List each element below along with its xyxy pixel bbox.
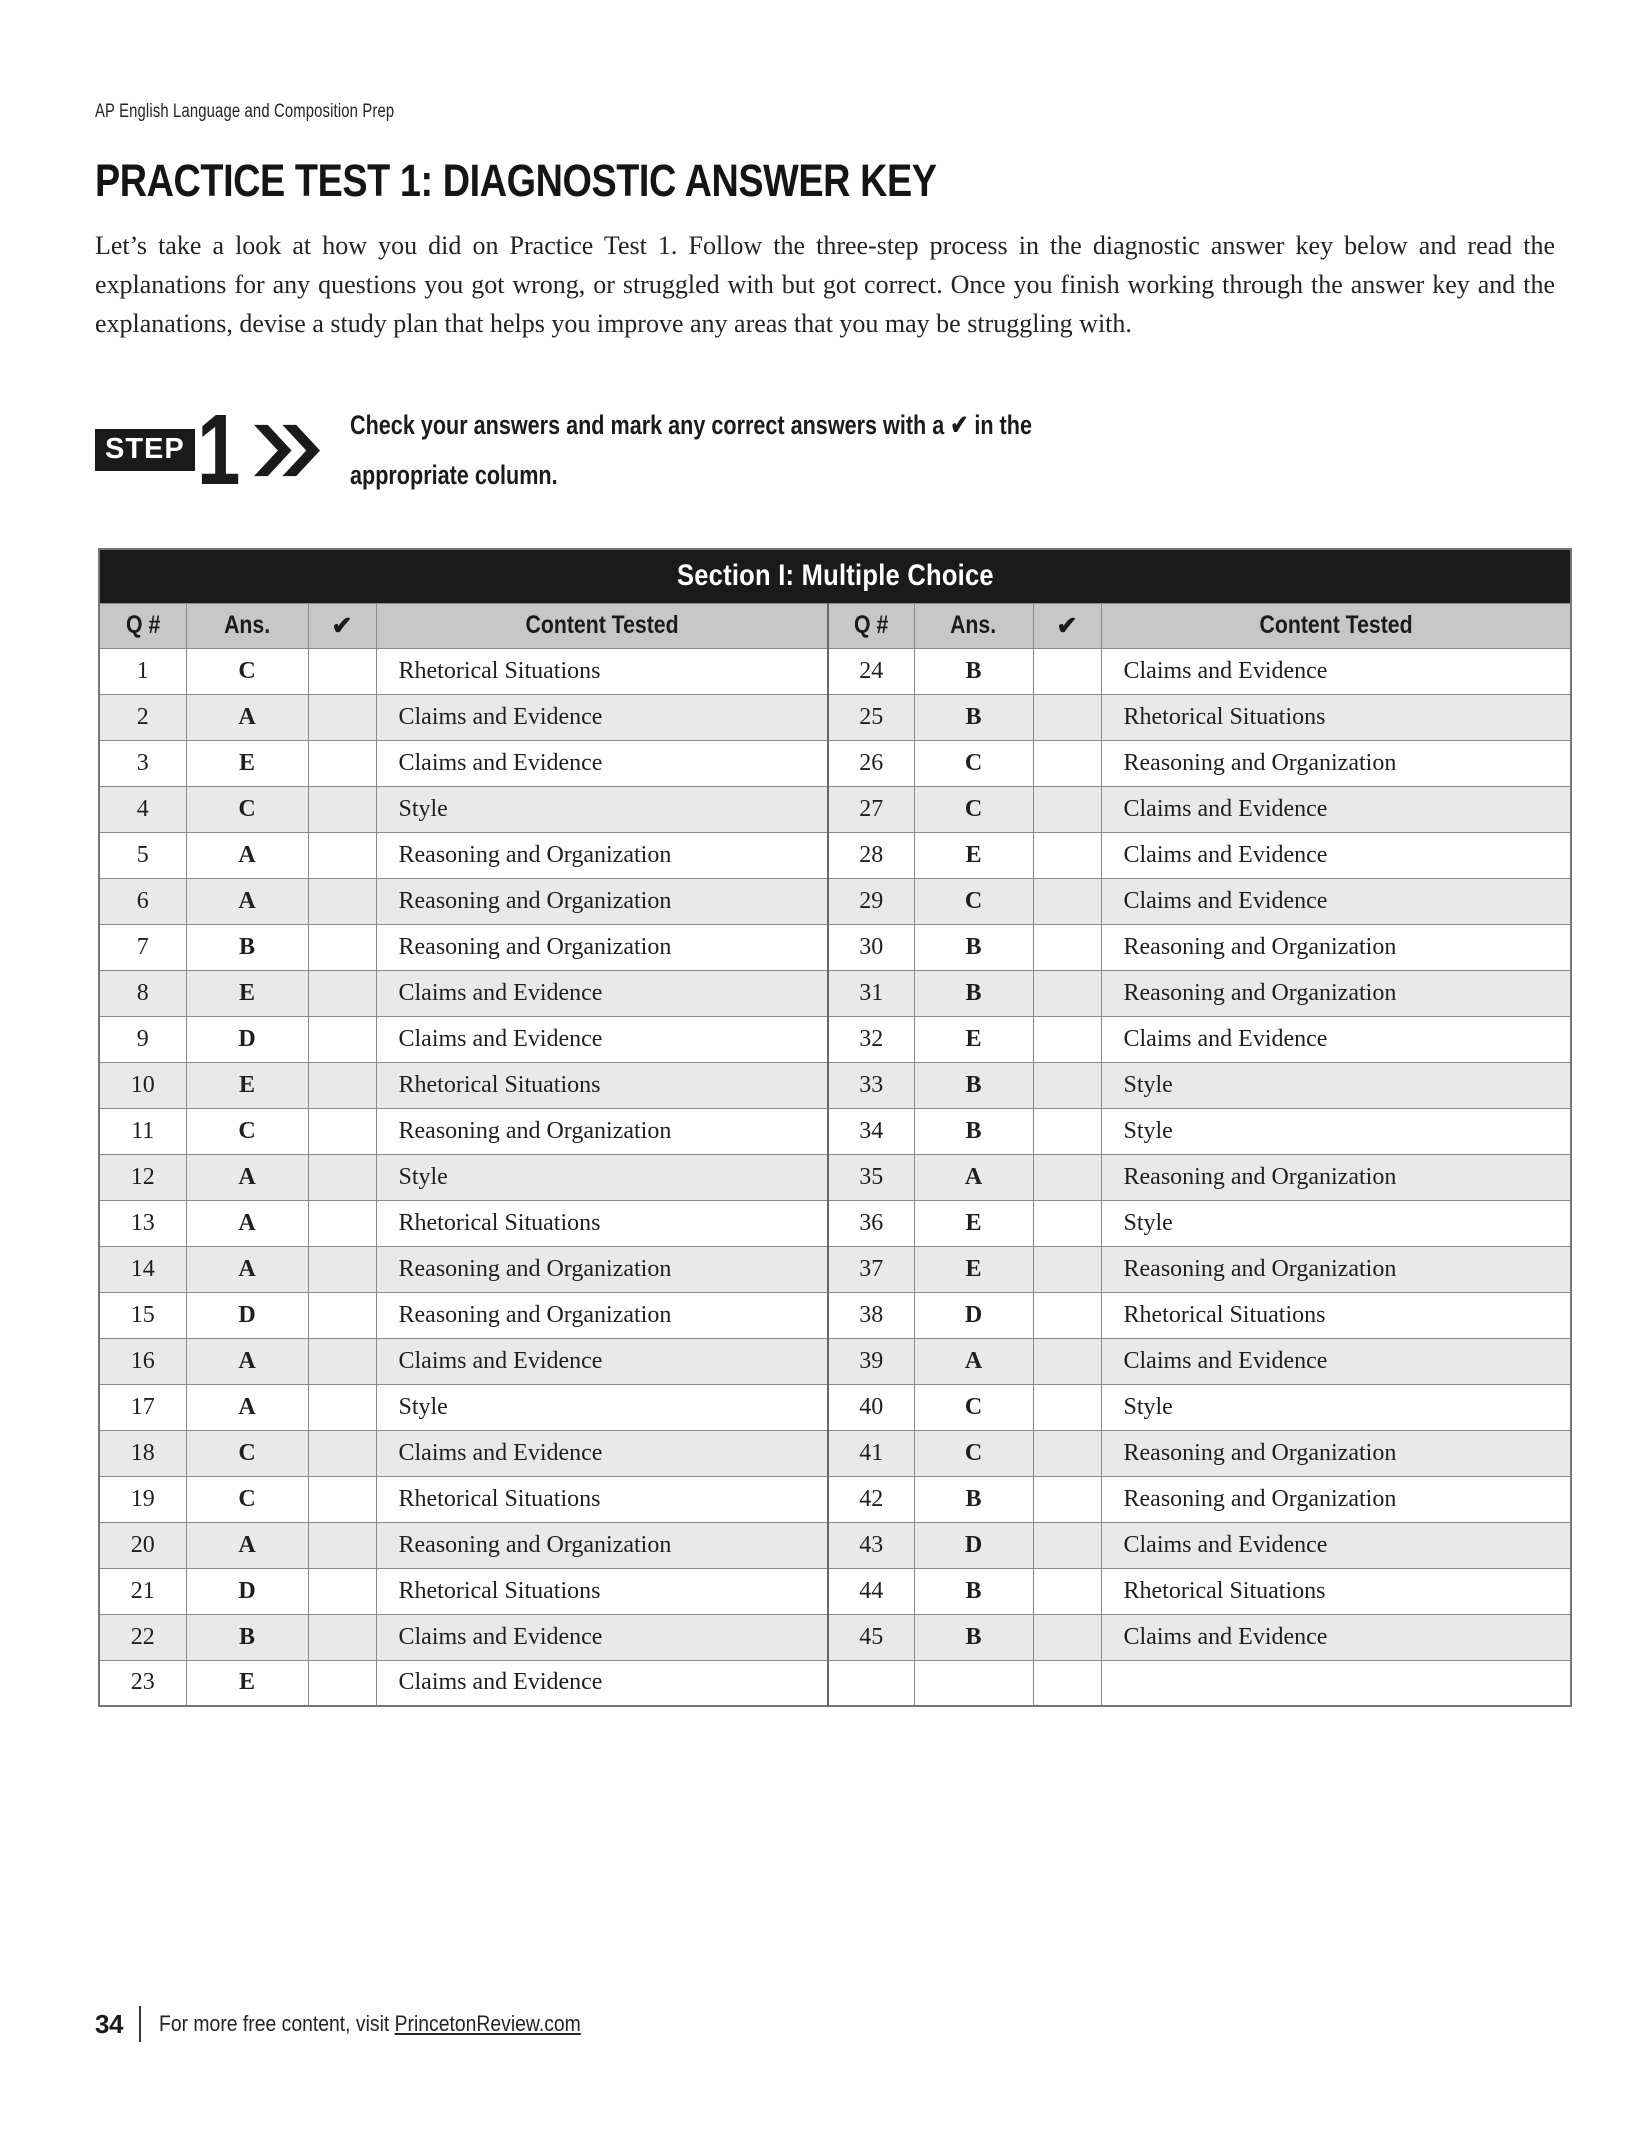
content-cell: Style: [376, 786, 828, 832]
answer-cell: D: [186, 1016, 308, 1062]
answer-row: [99, 1154, 1571, 1200]
content-cell: Claims and Evidence: [376, 1338, 828, 1384]
page-number: 34: [95, 2008, 123, 2039]
check-cell: [1033, 970, 1101, 1016]
answer-row: [99, 1016, 1571, 1062]
q-cell: 34: [828, 1108, 914, 1154]
answer-row: [99, 1522, 1571, 1568]
answer-row: [99, 970, 1571, 1016]
check-cell: [308, 1246, 376, 1292]
content-cell: Rhetorical Situations: [376, 648, 828, 694]
check-cell: [308, 648, 376, 694]
content-cell: Rhetorical Situations: [376, 1568, 828, 1614]
step-number: 1: [196, 394, 241, 506]
q-cell: 6: [99, 878, 186, 924]
answer-cell: C: [186, 1476, 308, 1522]
check-cell: [1033, 1292, 1101, 1338]
check-cell: [308, 1522, 376, 1568]
answer-cell: A: [186, 1246, 308, 1292]
check-cell: [1033, 924, 1101, 970]
answer-cell: E: [186, 740, 308, 786]
answer-row: [99, 1246, 1571, 1292]
content-cell: [1101, 1660, 1571, 1706]
q-cell: 45: [828, 1614, 914, 1660]
check-cell: [1033, 832, 1101, 878]
content-cell: Claims and Evidence: [1101, 1338, 1571, 1384]
answer-cell: D: [914, 1292, 1033, 1338]
q-cell: 23: [99, 1660, 186, 1706]
q-cell: 39: [828, 1338, 914, 1384]
check-cell: [308, 1154, 376, 1200]
answer-cell: C: [914, 1430, 1033, 1476]
check-cell: [308, 1200, 376, 1246]
q-cell: 10: [99, 1062, 186, 1108]
q-cell: 21: [99, 1568, 186, 1614]
content-cell: Claims and Evidence: [376, 1614, 828, 1660]
q-cell: 31: [828, 970, 914, 1016]
answer-cell: B: [914, 1108, 1033, 1154]
check-cell: [1033, 1016, 1101, 1062]
check-cell: [308, 1384, 376, 1430]
check-cell: [1033, 1476, 1101, 1522]
q-cell: 8: [99, 970, 186, 1016]
footer-divider: [139, 2006, 141, 2042]
answer-cell: B: [186, 924, 308, 970]
content-cell: Rhetorical Situations: [1101, 1292, 1571, 1338]
q-cell: 20: [99, 1522, 186, 1568]
content-cell: Reasoning and Organization: [1101, 924, 1571, 970]
q-cell: 1: [99, 648, 186, 694]
check-cell: [1033, 1522, 1101, 1568]
col-header-q: Q #: [828, 603, 914, 648]
content-cell: Claims and Evidence: [1101, 786, 1571, 832]
col-header-ans: Ans.: [186, 603, 308, 648]
check-cell: [1033, 1430, 1101, 1476]
answer-row: [99, 1660, 1571, 1706]
answer-row: [99, 1108, 1571, 1154]
answer-cell: A: [186, 1338, 308, 1384]
content-cell: Style: [1101, 1062, 1571, 1108]
col-header-check: [1033, 603, 1101, 648]
content-cell: Reasoning and Organization: [1101, 970, 1571, 1016]
answer-cell: C: [186, 786, 308, 832]
answer-row: [99, 924, 1571, 970]
check-cell: [308, 970, 376, 1016]
col-header-content: Content Tested: [1101, 603, 1571, 648]
answer-cell: A: [914, 1338, 1033, 1384]
check-cell: [1033, 694, 1101, 740]
answer-cell: C: [186, 1108, 308, 1154]
check-cell: [308, 878, 376, 924]
col-header-ans: Ans.: [914, 603, 1033, 648]
double-chevron-icon: [254, 424, 320, 477]
check-cell: [1033, 648, 1101, 694]
q-cell: 17: [99, 1384, 186, 1430]
answer-cell: B: [186, 1614, 308, 1660]
q-cell: 18: [99, 1430, 186, 1476]
answer-row: [99, 832, 1571, 878]
q-cell: 4: [99, 786, 186, 832]
content-cell: Reasoning and Organization: [1101, 1246, 1571, 1292]
q-cell: 7: [99, 924, 186, 970]
answer-cell: A: [186, 832, 308, 878]
answer-cell: C: [914, 740, 1033, 786]
content-cell: Claims and Evidence: [1101, 1614, 1571, 1660]
answer-cell: E: [914, 832, 1033, 878]
answer-cell: B: [914, 1614, 1033, 1660]
step-1-badge: [95, 394, 300, 506]
check-cell: [1033, 1200, 1101, 1246]
answer-row: [99, 740, 1571, 786]
content-cell: Reasoning and Organization: [376, 924, 828, 970]
step-instruction-text-2: in the appropriate column.: [350, 410, 1032, 490]
answer-cell: C: [186, 648, 308, 694]
content-cell: Reasoning and Organization: [1101, 740, 1571, 786]
answer-cell: B: [914, 648, 1033, 694]
answer-cell: E: [914, 1016, 1033, 1062]
q-cell: 35: [828, 1154, 914, 1200]
check-cell: [1033, 1338, 1101, 1384]
check-cell: [308, 1108, 376, 1154]
content-cell: Reasoning and Organization: [376, 1292, 828, 1338]
section-title: Section I: Multiple Choice: [99, 549, 1571, 603]
content-cell: Claims and Evidence: [376, 1660, 828, 1706]
content-cell: Rhetorical Situations: [376, 1476, 828, 1522]
content-cell: Style: [1101, 1200, 1571, 1246]
answer-cell: B: [914, 1568, 1033, 1614]
q-cell: 22: [99, 1614, 186, 1660]
q-cell: 36: [828, 1200, 914, 1246]
q-cell: 30: [828, 924, 914, 970]
col-header-check: [308, 603, 376, 648]
answer-cell: E: [914, 1200, 1033, 1246]
answer-cell: D: [914, 1522, 1033, 1568]
col-header-q: Q #: [99, 603, 186, 648]
check-cell: [308, 1292, 376, 1338]
q-cell: 12: [99, 1154, 186, 1200]
check-cell: [308, 1614, 376, 1660]
content-cell: Reasoning and Organization: [376, 1246, 828, 1292]
q-cell: 38: [828, 1292, 914, 1338]
answer-cell: A: [186, 1384, 308, 1430]
content-cell: Style: [1101, 1108, 1571, 1154]
answer-row: [99, 1384, 1571, 1430]
answer-cell: A: [186, 694, 308, 740]
answer-cell: D: [186, 1568, 308, 1614]
check-cell: [308, 924, 376, 970]
col-header-content: Content Tested: [376, 603, 828, 648]
q-cell: 13: [99, 1200, 186, 1246]
q-cell: 40: [828, 1384, 914, 1430]
content-cell: Rhetorical Situations: [1101, 1568, 1571, 1614]
answer-cell: A: [186, 1200, 308, 1246]
check-cell: [308, 1016, 376, 1062]
check-cell: [308, 1660, 376, 1706]
answer-row: [99, 694, 1571, 740]
content-cell: Style: [1101, 1384, 1571, 1430]
answer-row: [99, 1476, 1571, 1522]
check-cell: [308, 1062, 376, 1108]
answer-cell: A: [186, 878, 308, 924]
content-cell: Rhetorical Situations: [1101, 694, 1571, 740]
q-cell: 3: [99, 740, 186, 786]
answer-cell: C: [914, 1384, 1033, 1430]
q-cell: 27: [828, 786, 914, 832]
step-instruction-text-1: Check your answers and mark any correct answers with a: [350, 410, 951, 440]
column-header-row: [99, 603, 1571, 648]
answer-cell: A: [186, 1154, 308, 1200]
answer-row: [99, 1200, 1571, 1246]
answer-row: [99, 1568, 1571, 1614]
check-cell: [1033, 1062, 1101, 1108]
check-cell: [1033, 1614, 1101, 1660]
intro-paragraph: Let’s take a look at how you did on Practice Test 1. Follow the three-step process in the diagnostic answer key below and read the explanations for any questions you got wrong, or struggled with but got correct. Once you finish working through the answer key and the explanations, devise a study plan that helps you improve any areas that you may be struggling with.: [95, 231, 1555, 338]
answer-row: [99, 1338, 1571, 1384]
running-header-text: AP English Language and Composition Prep: [95, 101, 395, 122]
content-cell: Claims and Evidence: [1101, 1522, 1571, 1568]
q-cell: [828, 1660, 914, 1706]
content-cell: Reasoning and Organization: [1101, 1154, 1571, 1200]
check-cell: [308, 1476, 376, 1522]
content-cell: Rhetorical Situations: [376, 1200, 828, 1246]
answer-row: [99, 1430, 1571, 1476]
q-cell: 29: [828, 878, 914, 924]
check-icon: ✔: [1056, 611, 1078, 640]
q-cell: 9: [99, 1016, 186, 1062]
answer-key-table: [98, 548, 1572, 1707]
q-cell: 11: [99, 1108, 186, 1154]
check-cell: [308, 694, 376, 740]
answer-cell: A: [914, 1154, 1033, 1200]
answer-cell: B: [914, 970, 1033, 1016]
q-cell: 41: [828, 1430, 914, 1476]
q-cell: 43: [828, 1522, 914, 1568]
answer-row: [99, 786, 1571, 832]
answer-row: [99, 1062, 1571, 1108]
answer-row: [99, 1292, 1571, 1338]
q-cell: 14: [99, 1246, 186, 1292]
q-cell: 42: [828, 1476, 914, 1522]
answer-cell: E: [914, 1246, 1033, 1292]
content-cell: Style: [376, 1154, 828, 1200]
content-cell: Claims and Evidence: [1101, 648, 1571, 694]
check-cell: [1033, 878, 1101, 924]
step-instruction: [350, 400, 1078, 500]
answer-row: [99, 648, 1571, 694]
check-cell: [1033, 1154, 1101, 1200]
check-cell: [1033, 1568, 1101, 1614]
content-cell: Reasoning and Organization: [1101, 1476, 1571, 1522]
check-cell: [308, 1338, 376, 1384]
q-cell: 26: [828, 740, 914, 786]
answer-cell: C: [186, 1430, 308, 1476]
footer-text: For more free content, visit PrincetonReview.com: [158, 2011, 581, 2036]
step-label: STEP: [95, 429, 195, 471]
answer-cell: [914, 1660, 1033, 1706]
answer-cell: D: [186, 1292, 308, 1338]
answer-cell: B: [914, 694, 1033, 740]
content-cell: Claims and Evidence: [376, 740, 828, 786]
q-cell: 37: [828, 1246, 914, 1292]
page-title: PRACTICE TEST 1: DIAGNOSTIC ANSWER KEY: [95, 155, 937, 206]
answer-cell: C: [914, 786, 1033, 832]
q-cell: 25: [828, 694, 914, 740]
answer-row: [99, 1614, 1571, 1660]
content-cell: Claims and Evidence: [376, 694, 828, 740]
check-cell: [1033, 1246, 1101, 1292]
content-cell: Claims and Evidence: [1101, 878, 1571, 924]
answer-cell: E: [186, 1660, 308, 1706]
answer-cell: B: [914, 1062, 1033, 1108]
check-cell: [308, 1568, 376, 1614]
q-cell: 28: [828, 832, 914, 878]
q-cell: 32: [828, 1016, 914, 1062]
princeton-review-link[interactable]: PrincetonReview.com: [394, 2011, 581, 2036]
answer-cell: C: [914, 878, 1033, 924]
check-cell: [1033, 786, 1101, 832]
answer-cell: E: [186, 1062, 308, 1108]
content-cell: Claims and Evidence: [376, 970, 828, 1016]
content-cell: Reasoning and Organization: [376, 1108, 828, 1154]
answer-cell: B: [914, 1476, 1033, 1522]
check-cell: [308, 1430, 376, 1476]
q-cell: 5: [99, 832, 186, 878]
q-cell: 33: [828, 1062, 914, 1108]
content-cell: Claims and Evidence: [1101, 832, 1571, 878]
check-cell: [1033, 1660, 1101, 1706]
q-cell: 24: [828, 648, 914, 694]
step-1-row: [95, 394, 1545, 506]
answer-cell: E: [186, 970, 308, 1016]
q-cell: 44: [828, 1568, 914, 1614]
content-cell: Reasoning and Organization: [376, 832, 828, 878]
content-cell: Claims and Evidence: [376, 1016, 828, 1062]
q-cell: 15: [99, 1292, 186, 1338]
content-cell: Rhetorical Situations: [376, 1062, 828, 1108]
check-cell: [1033, 740, 1101, 786]
q-cell: 16: [99, 1338, 186, 1384]
check-cell: [1033, 1384, 1101, 1430]
content-cell: Claims and Evidence: [376, 1430, 828, 1476]
check-cell: [1033, 1108, 1101, 1154]
page-footer: [95, 2006, 638, 2042]
check-cell: [308, 740, 376, 786]
check-icon: ✔: [331, 611, 353, 640]
check-cell: [308, 832, 376, 878]
answer-row: [99, 878, 1571, 924]
answer-cell: A: [186, 1522, 308, 1568]
check-cell: [308, 786, 376, 832]
content-cell: Reasoning and Organization: [376, 878, 828, 924]
running-header: [95, 101, 479, 123]
content-cell: Style: [376, 1384, 828, 1430]
check-icon: ✔: [950, 410, 969, 440]
q-cell: 19: [99, 1476, 186, 1522]
answer-cell: B: [914, 924, 1033, 970]
section-bar-row: [99, 549, 1571, 603]
content-cell: Reasoning and Organization: [1101, 1430, 1571, 1476]
content-cell: Reasoning and Organization: [376, 1522, 828, 1568]
q-cell: 2: [99, 694, 186, 740]
content-cell: Claims and Evidence: [1101, 1016, 1571, 1062]
